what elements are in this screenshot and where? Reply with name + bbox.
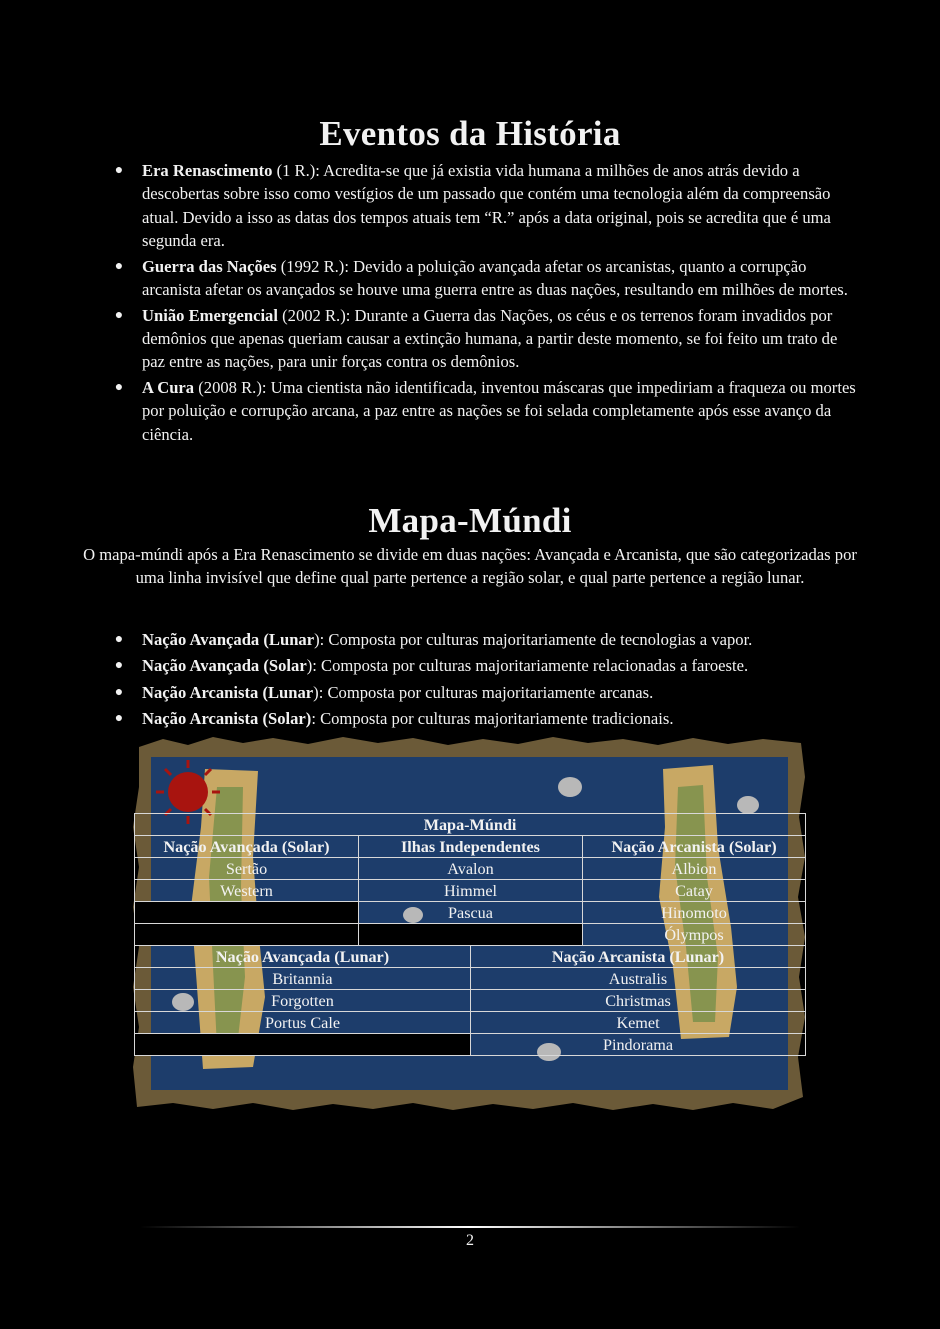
bullet-icon: ● xyxy=(114,658,124,674)
nation-term: Nação Arcanista (Solar) xyxy=(142,708,312,728)
list-item xyxy=(112,159,862,252)
table-cell: Catay xyxy=(583,880,806,902)
nation-text: ): Composta por culturas majoritariamente relacionadas a faroeste. xyxy=(306,656,749,676)
nation-term: Nação Avançada (Lunar xyxy=(142,630,315,649)
table-cell-empty xyxy=(135,1034,471,1056)
table-header: Nação Avançada (Solar) xyxy=(135,836,359,858)
nation-text: ): Composta por culturas majoritariamente arcanas. xyxy=(313,682,654,702)
rock xyxy=(558,777,582,797)
list-item xyxy=(112,304,862,374)
event-term: União Emergencial xyxy=(142,305,278,325)
table-cell: Christmas xyxy=(471,990,806,1012)
table-row xyxy=(135,968,806,990)
table-row xyxy=(135,880,806,902)
event-text: (1992 R.): Devido a poluição avançada afetar os arcanistas, quanto a corrupção arcanista afetar os avançados se houve uma guerra entre as duas nações, resultando em milhões de mortes. xyxy=(142,256,848,299)
nation-text: ): Composta por culturas majoritariamente de tecnologias a vapor. xyxy=(314,630,753,649)
table-cell: Australis xyxy=(471,968,806,990)
table-cell-empty xyxy=(135,902,359,924)
nation-text: : Composta por culturas majoritariamente tradicionais. xyxy=(311,708,674,728)
list-item xyxy=(112,628,862,651)
bullet-icon: ● xyxy=(114,684,124,700)
table-row xyxy=(135,902,806,924)
table-cell: Pindorama xyxy=(471,1034,806,1056)
table-row xyxy=(135,858,806,880)
table-row xyxy=(135,1012,806,1034)
bullet-icon: ● xyxy=(114,632,124,647)
event-text: (2002 R.): Durante a Guerra das Nações, os céus e os terrenos foram invadidos por demônios que apenas queriam causar a extinção humana, a partir deste momento, se foi feito um trato de paz entre as nações, para unir forças contra os demônios. xyxy=(142,305,838,372)
table-cell: Sertão xyxy=(135,858,359,880)
table-cell-empty xyxy=(135,924,359,946)
list-item xyxy=(112,376,862,446)
table-header: Nação Avançada (Lunar) xyxy=(135,946,471,968)
world-nations-table xyxy=(134,813,806,1056)
event-text: (1 R.): Acredita-se que já existia vida humana a milhões de anos atrás devido a descobertas sobre isso como vestígios de um passado que contém uma tecnologia além da compreensão atual. Devido a isso as datas dos tempos atuais tem “R.” após a data original, pois se acredita que é uma segunda era. xyxy=(142,161,831,250)
table-cell: Ólympos xyxy=(583,924,806,946)
bullet-icon: ● xyxy=(114,710,124,726)
event-text: (2008 R.): Uma cientista não identificada, inventou máscaras que impediriam a fraqueza ou mortes por poluição e corrupção arcana, a paz entre as nações se foi selada completamente após esse avanço da ciência. xyxy=(142,378,856,444)
table-cell: Britannia xyxy=(135,968,471,990)
table-cell: Himmel xyxy=(359,880,583,902)
bullet-icon: ● xyxy=(114,258,124,274)
table-header: Nação Arcanista (Lunar) xyxy=(471,946,806,968)
table-cell: Portus Cale xyxy=(135,1012,471,1034)
nation-term: Nação Avançada (Solar xyxy=(142,656,307,676)
table-cell: Forgotten xyxy=(135,990,471,1012)
table-cell: Albion xyxy=(583,858,806,880)
page-number: 2 xyxy=(466,1232,474,1249)
history-events-list xyxy=(112,159,862,449)
event-term: A Cura xyxy=(142,378,195,398)
nations-list xyxy=(112,628,862,733)
map-title: Mapa-Múndi xyxy=(368,501,572,540)
event-term: Era Renascimento xyxy=(142,161,273,180)
table-header: Nação Arcanista (Solar) xyxy=(583,836,806,858)
table-cell: Kemet xyxy=(471,1012,806,1034)
table-header: Ilhas Independentes xyxy=(359,836,583,858)
table-cell-empty xyxy=(359,924,583,946)
table-row xyxy=(135,1034,806,1056)
event-term: Guerra das Nações xyxy=(142,256,277,276)
map-intro: O mapa-múndi após a Era Renascimento se divide em duas nações: Avançada e Arcanista, que são categorizadas por uma linha invisível que define qual parte pertence a região solar, e qual parte pertence a região lunar. xyxy=(83,545,857,588)
table-title: Mapa-Múndi xyxy=(135,814,806,836)
table-cell: Western xyxy=(135,880,359,902)
list-item xyxy=(112,681,862,704)
table-cell: Hinomoto xyxy=(583,902,806,924)
bullet-icon: ● xyxy=(114,163,124,178)
rock xyxy=(737,796,759,814)
list-item xyxy=(112,707,862,730)
list-item xyxy=(112,255,862,302)
nation-term: Nação Arcanista (Lunar xyxy=(142,682,314,702)
footer-divider xyxy=(140,1226,800,1228)
list-item xyxy=(112,654,862,677)
bullet-icon: ● xyxy=(114,307,124,323)
table-row xyxy=(135,990,806,1012)
bullet-icon: ● xyxy=(114,380,124,396)
table-cell: Pascua xyxy=(359,902,583,924)
table-row xyxy=(135,924,806,946)
history-title: Eventos da História xyxy=(319,114,621,153)
table-cell: Avalon xyxy=(359,858,583,880)
